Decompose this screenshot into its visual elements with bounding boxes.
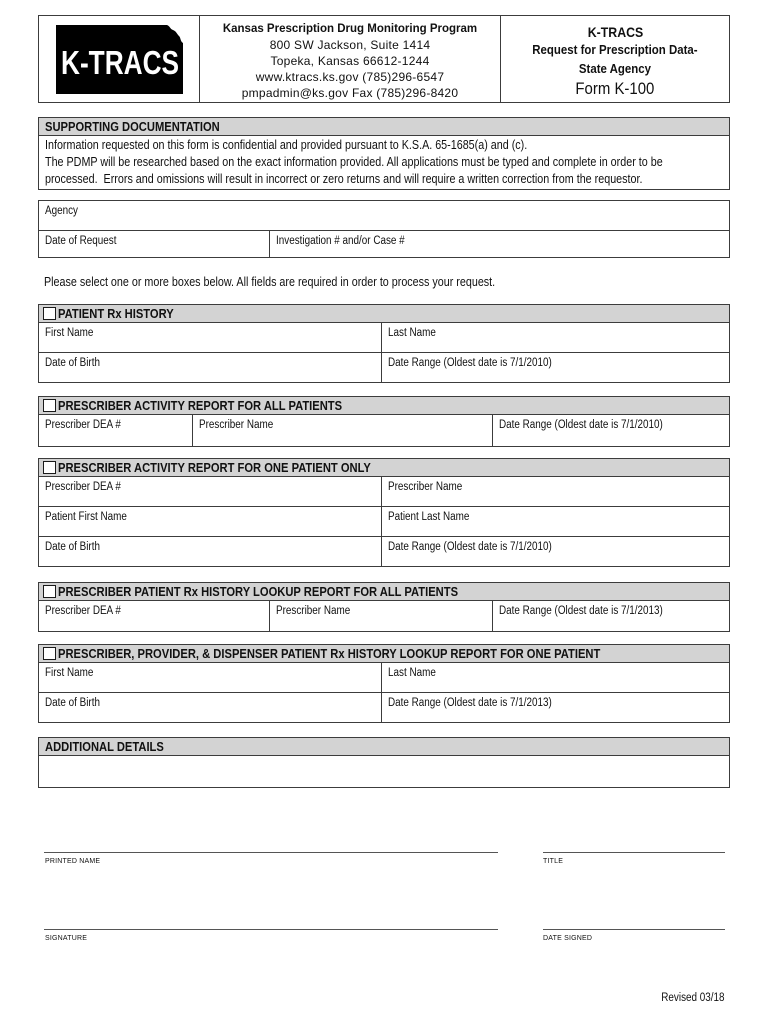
printed-name-line[interactable] [44, 852, 498, 853]
form-brand: K-TRACS [587, 24, 643, 40]
logo-text: K-TRACS [61, 44, 179, 81]
request-row [39, 231, 729, 257]
signature-line[interactable] [44, 929, 498, 930]
prescriber-activity-all-section [38, 396, 730, 447]
patient-first-name-field[interactable] [39, 507, 382, 536]
date-signed-line[interactable] [543, 929, 725, 930]
additional-details-section [38, 737, 730, 788]
signature-label: SIGNATURE [45, 935, 88, 942]
logo-cell [38, 15, 200, 103]
dispenser-lookup-one-header [39, 645, 729, 663]
agency-info-block [38, 200, 730, 258]
prescriber-name-field[interactable] [270, 601, 493, 631]
section-title: PRESCRIBER, PROVIDER, & DISPENSER PATIENT Rx HISTORY LOOKUP REPORT FOR ONE PATIENT [58, 646, 601, 661]
address-line-2: Topeka, Kansas 66612-1244 [270, 54, 430, 68]
field-label: Date Range (Oldest date is 7/1/2010) [499, 419, 663, 431]
program-name: Kansas Prescription Drug Monitoring Program [222, 23, 478, 35]
date-range-field[interactable] [493, 415, 729, 446]
notice-line: processed. Errors and omissions will result in incorrect or zero returns and will require a written correction from the requestor. [45, 172, 643, 186]
dispenser-lookup-one-section [38, 644, 730, 723]
prescriber-activity-one-checkbox[interactable] [43, 461, 56, 474]
field-label: Date of Birth [45, 357, 100, 369]
email-fax: pmpadmin@ks.gov Fax (785)296-8420 [241, 86, 459, 100]
form-row [39, 663, 729, 693]
field-label: Patient First Name [45, 511, 127, 523]
prescriber-lookup-all-header [39, 583, 729, 601]
field-label: Date Range (Oldest date is 7/1/2010) [388, 357, 552, 369]
form-title-line-2: State Agency [578, 61, 652, 76]
patient-rx-history-section [38, 304, 730, 383]
ktracs-logo [39, 16, 199, 102]
form-row [39, 693, 729, 722]
prescriber-name-field[interactable] [382, 477, 729, 506]
section-title: ADDITIONAL DETAILS [45, 739, 164, 754]
form-row [39, 601, 729, 631]
field-label: Patient Last Name [388, 511, 470, 523]
supporting-documentation-section [38, 117, 730, 190]
first-name-field[interactable] [39, 323, 382, 352]
website-phone: www.ktracs.ks.gov (785)296-6547 [255, 70, 445, 84]
field-label: First Name [45, 667, 94, 679]
title-label: TITLE [543, 858, 564, 865]
prescriber-lookup-all-section [38, 582, 730, 632]
prescriber-activity-one-header [39, 459, 729, 477]
field-label: Prescriber DEA # [45, 481, 121, 493]
section-title: SUPPORTING DOCUMENTATION [45, 119, 220, 134]
title-line[interactable] [543, 852, 725, 853]
form-title-block [500, 15, 730, 103]
additional-details-field[interactable] [39, 756, 729, 787]
date-of-birth-field[interactable] [39, 353, 382, 382]
section-title: PRESCRIBER PATIENT Rx HISTORY LOOKUP REPORT FOR ALL PATIENTS [58, 584, 459, 599]
form-row [39, 477, 729, 507]
prescriber-dea-field[interactable] [39, 477, 382, 506]
revision-note: Revised 03/18 [661, 992, 725, 1004]
date-signed-label: DATE SIGNED [543, 935, 593, 942]
notice-line: The PDMP will be researched based on the exact information provided. All applications must be typed and complete in order to be [45, 155, 663, 169]
field-label: Date Range (Oldest date is 7/1/2013) [499, 605, 663, 617]
additional-details-header [39, 738, 729, 756]
prescriber-dea-field[interactable] [39, 415, 193, 446]
date-range-field[interactable] [493, 601, 729, 631]
prescriber-activity-all-checkbox[interactable] [43, 399, 56, 412]
date-range-field[interactable] [382, 693, 729, 722]
patient-rx-history-header [39, 305, 729, 323]
prescriber-activity-all-header [39, 397, 729, 415]
section-title: PRESCRIBER ACTIVITY REPORT FOR ONE PATIENT ONLY [58, 460, 371, 475]
prescriber-name-field[interactable] [193, 415, 493, 446]
date-of-birth-field[interactable] [39, 537, 382, 566]
date-of-birth-field[interactable] [39, 693, 382, 722]
prescriber-activity-one-section [38, 458, 730, 567]
form-row [39, 353, 729, 382]
field-label: Date of Request [45, 235, 117, 247]
field-label: Prescriber Name [388, 481, 463, 493]
form-row [39, 415, 729, 446]
first-name-field[interactable] [39, 663, 382, 692]
section-title: PATIENT Rx HISTORY [58, 306, 174, 321]
form-number: Form K-100 [575, 79, 655, 98]
field-label: Prescriber Name [199, 419, 274, 431]
field-label: Date Range (Oldest date is 7/1/2010) [388, 541, 552, 553]
instructions-text: Please select one or more boxes below. All fields are required in order to process your request. [44, 275, 496, 289]
field-label: Investigation # and/or Case # [276, 235, 405, 247]
field-label: Date of Birth [45, 697, 100, 709]
field-label: Date of Birth [45, 541, 100, 553]
agency-row [39, 201, 729, 231]
field-label: Date Range (Oldest date is 7/1/2013) [388, 697, 552, 709]
patient-last-name-field[interactable] [382, 507, 729, 536]
last-name-field[interactable] [382, 663, 729, 692]
investigation-case-field[interactable] [270, 231, 729, 257]
form-row [39, 507, 729, 537]
field-label: Agency [45, 205, 78, 217]
supporting-documentation-header [39, 118, 729, 136]
patient-rx-history-checkbox[interactable] [43, 307, 56, 320]
prescriber-dea-field[interactable] [39, 601, 270, 631]
agency-field[interactable] [39, 201, 729, 230]
notice-line: Information requested on this form is confidential and provided pursuant to K.S.A. 65-1685(a) and (c). [45, 138, 528, 152]
section-title: PRESCRIBER ACTIVITY REPORT FOR ALL PATIENTS [58, 398, 343, 413]
field-label: Last Name [388, 327, 436, 339]
date-range-field[interactable] [382, 353, 729, 382]
form-header [38, 15, 730, 103]
dispenser-lookup-one-checkbox[interactable] [43, 647, 56, 660]
field-label: Prescriber Name [276, 605, 351, 617]
printed-name-label: PRINTED NAME [45, 858, 101, 865]
date-range-field[interactable] [382, 537, 729, 566]
form-title-line-1: Request for Prescription Data- [532, 42, 698, 57]
confidentiality-notice [39, 136, 729, 189]
prescriber-lookup-all-checkbox[interactable] [43, 585, 56, 598]
field-label: Prescriber DEA # [45, 419, 121, 431]
field-label: Prescriber DEA # [45, 605, 121, 617]
last-name-field[interactable] [382, 323, 729, 352]
field-label: Last Name [388, 667, 436, 679]
program-contact-info [200, 15, 500, 103]
field-label: First Name [45, 327, 94, 339]
form-row [39, 537, 729, 566]
address-line-1: 800 SW Jackson, Suite 1414 [269, 38, 431, 52]
form-row [39, 323, 729, 353]
date-of-request-field[interactable] [39, 231, 270, 257]
